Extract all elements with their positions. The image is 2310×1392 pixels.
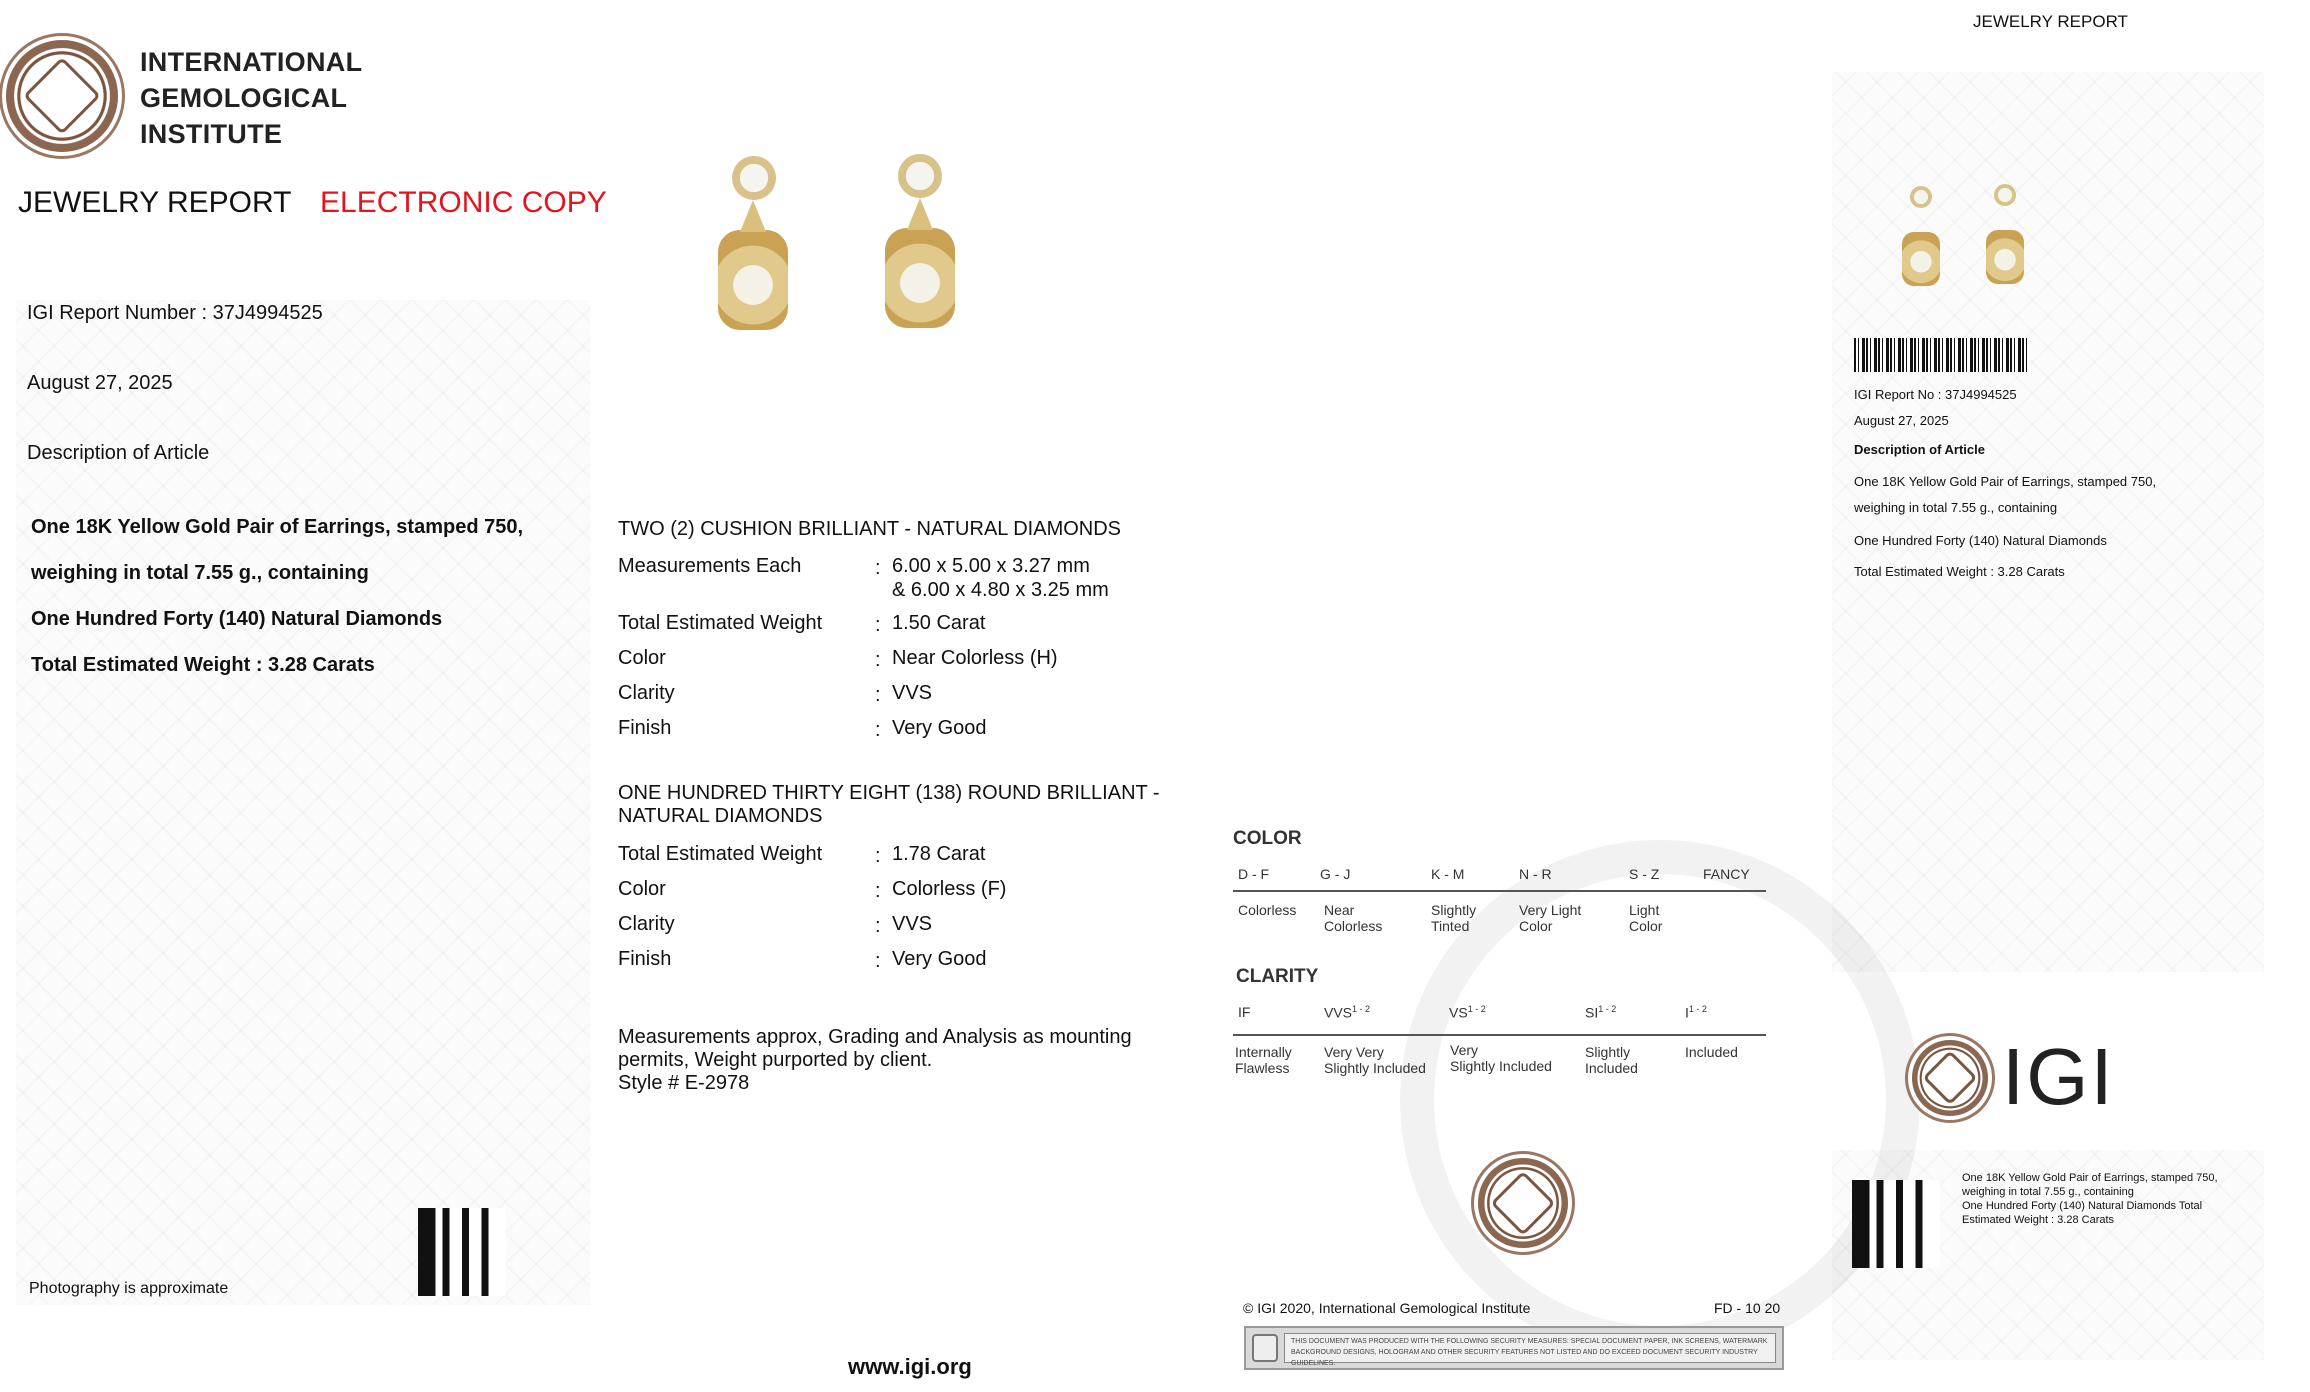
description-line-1: One 18K Yellow Gold Pair of Earrings, stamped 750, xyxy=(31,516,524,538)
right-description-line-3: One Hundred Forty (140) Natural Diamonds xyxy=(1854,533,2107,548)
color-desc-4: Very Light Color xyxy=(1519,902,1582,934)
clarity-grade-si xyxy=(1585,1004,1616,1021)
color-grade-fancy: FANCY xyxy=(1703,866,1750,882)
color-grade-km: K - M xyxy=(1431,866,1465,882)
s2-clarity-value: VVS xyxy=(892,913,933,935)
clarity-desc-1: Internally Flawless xyxy=(1235,1044,1292,1076)
s1-measurements-value-2: & 6.00 x 4.80 x 3.25 mm xyxy=(892,579,1109,601)
barcode-icon xyxy=(1854,338,2030,372)
clarity-grade-vvs-base: VVS xyxy=(1324,1004,1353,1021)
color-scale-divider xyxy=(1233,890,1766,892)
igi-seal-icon xyxy=(6,40,118,152)
section2-title-line-2: NATURAL DIAMONDS xyxy=(618,805,823,827)
s2-color-value: Colorless (F) xyxy=(892,878,1007,900)
right-bottom-line-3: One Hundred Forty (140) Natural Diamonds Total xyxy=(1962,1200,2203,1212)
clarity-grade-vs-base: VS xyxy=(1449,1004,1468,1021)
s1-colon-5: : xyxy=(875,719,881,741)
color-desc-5: Light Color xyxy=(1629,902,1663,934)
right-bottom-line-1: One 18K Yellow Gold Pair of Earrings, stamped 750, xyxy=(1962,1172,2218,1184)
color-scale-title: COLOR xyxy=(1233,828,1302,849)
s1-measurements-label: Measurements Each xyxy=(618,555,802,577)
clarity-grade-si-sup: 1 - 2 xyxy=(1598,1004,1617,1014)
website-link[interactable]: www.igi.org xyxy=(848,1354,972,1379)
notes-block xyxy=(618,1026,1132,1095)
right-description-line-2: weighing in total 7.55 g., containing xyxy=(1854,500,2058,515)
right-bottom-line-4: Estimated Weight : 3.28 Carats xyxy=(1962,1214,2115,1226)
s1-colon-2: : xyxy=(875,614,881,636)
s2-colon-1: : xyxy=(875,845,881,867)
clarity-grade-i-sup: 1 - 2 xyxy=(1688,1004,1707,1014)
s1-finish-label: Finish xyxy=(618,717,672,739)
color-grade-sz: S - Z xyxy=(1629,866,1660,882)
security-text-box xyxy=(1284,1333,1776,1367)
security-strip xyxy=(1244,1326,1784,1370)
description-line-3: One Hundred Forty (140) Natural Diamonds xyxy=(31,608,443,630)
s2-weight-value: 1.78 Carat xyxy=(892,843,986,865)
color-desc-2: Near Colorless xyxy=(1324,902,1383,934)
clarity-grade-if xyxy=(1238,1004,1250,1020)
right-description-heading: Description of Article xyxy=(1854,442,1985,457)
right-qr-code-icon xyxy=(1852,1180,1940,1268)
s2-clarity-label: Clarity xyxy=(618,913,675,935)
electronic-copy-label: ELECTRONIC COPY xyxy=(320,186,607,219)
description-heading: Description of Article xyxy=(27,442,210,464)
right-report-no: IGI Report No : 37J4994525 xyxy=(1854,387,2017,402)
color-desc-1: Colorless xyxy=(1238,902,1297,918)
color-grade-gj: G - J xyxy=(1320,866,1351,882)
security-text-line-1: THIS DOCUMENT WAS PRODUCED WITH THE FOLLOWING SECURITY MEASURES: SPECIAL DOCUMENT PAPER, INK SCREENS, WATERMARK xyxy=(1291,1338,1768,1345)
clarity-grade-i-base: I xyxy=(1685,1004,1689,1021)
clarity-grade-vvs-sup: 1 - 2 xyxy=(1352,1004,1371,1014)
notes-line-2: permits, Weight purported by client. xyxy=(618,1049,933,1071)
notes-line-1: Measurements approx, Grading and Analysis as mounting xyxy=(618,1026,1132,1048)
color-desc-3: Slightly Tinted xyxy=(1431,902,1477,934)
form-code: FD - 10 20 xyxy=(1714,1300,1781,1316)
report-date: August 27, 2025 xyxy=(27,372,173,394)
clarity-grade-vs-sup: 1 - 2 xyxy=(1467,1004,1486,1014)
copyright-text: © IGI 2020, International Gemological Institute xyxy=(1243,1300,1531,1316)
clarity-desc-5: Included xyxy=(1685,1044,1738,1060)
section1-title: TWO (2) CUSHION BRILLIANT - NATURAL DIAMONDS xyxy=(618,518,1122,540)
qr-code-icon xyxy=(418,1208,506,1296)
description-line-2: weighing in total 7.55 g., containing xyxy=(31,562,369,584)
right-earrings-thumbnail xyxy=(1890,180,2040,290)
s1-colon-4: : xyxy=(875,684,881,706)
s1-finish-value: Very Good xyxy=(892,717,987,739)
s2-finish-label: Finish xyxy=(618,948,672,970)
s1-measurements-value: 6.00 x 5.00 x 3.27 mm xyxy=(892,555,1090,577)
clarity-scale-title: CLARITY xyxy=(1236,966,1319,987)
right-description-line-1: One 18K Yellow Gold Pair of Earrings, stamped 750, xyxy=(1854,474,2157,489)
s1-colon-3: : xyxy=(875,649,881,671)
clarity-scale-divider xyxy=(1233,1034,1766,1036)
clarity-grade-vvs xyxy=(1324,1004,1370,1021)
color-grade-df: D - F xyxy=(1238,866,1270,882)
clarity-grade-i xyxy=(1685,1004,1707,1021)
s1-clarity-label: Clarity xyxy=(618,682,675,704)
institute-name-line-2: GEMOLOGICAL xyxy=(140,83,348,113)
institute-name-line-3: INSTITUTE xyxy=(140,119,283,149)
right-igi-logo-text: IGI xyxy=(2002,1032,2115,1121)
s2-weight-label: Total Estimated Weight xyxy=(618,843,823,865)
clarity-grade-if-base: IF xyxy=(1238,1004,1251,1020)
s1-weight-label: Total Estimated Weight xyxy=(618,612,823,634)
description-line-4: Total Estimated Weight : 3.28 Carats xyxy=(31,654,375,676)
clarity-grade-vs xyxy=(1449,1004,1486,1021)
s1-weight-value: 1.50 Carat xyxy=(892,612,986,634)
color-grade-nr: N - R xyxy=(1519,866,1552,882)
section2-title-line-1: ONE HUNDRED THIRTY EIGHT (138) ROUND BRILLIANT - xyxy=(618,782,1160,804)
institute-name-line-1: INTERNATIONAL xyxy=(140,47,363,77)
right-description-line-4: Total Estimated Weight : 3.28 Carats xyxy=(1854,564,2065,579)
s1-clarity-value: VVS xyxy=(892,682,933,704)
right-date: August 27, 2025 xyxy=(1854,413,1949,428)
clarity-grade-si-base: SI xyxy=(1585,1004,1599,1021)
s2-colon-2: : xyxy=(875,880,881,902)
s2-finish-value: Very Good xyxy=(892,948,987,970)
report-title: JEWELRY REPORT xyxy=(18,186,292,219)
right-bottom-text xyxy=(1962,1171,2218,1227)
clarity-desc-2: Very Very Slightly Included xyxy=(1324,1044,1426,1076)
institute-name xyxy=(140,44,362,152)
s1-color-value: Near Colorless (H) xyxy=(892,647,1058,669)
photo-note: Photography is approximate xyxy=(29,1280,229,1297)
right-bottom-line-2: weighing in total 7.55 g., containing xyxy=(1962,1186,2134,1198)
s1-color-label: Color xyxy=(618,647,666,669)
clarity-desc-4: Slightly Included xyxy=(1585,1044,1638,1076)
s1-colon-1: : xyxy=(875,557,881,579)
top-right-title: JEWELRY REPORT xyxy=(1973,12,2128,31)
clarity-desc-3: Very Slightly Included xyxy=(1450,1042,1552,1074)
right-igi-seal-icon xyxy=(1912,1040,1988,1116)
s2-color-label: Color xyxy=(618,878,666,900)
security-lock-icon xyxy=(1252,1334,1278,1362)
report-number: IGI Report Number : 37J4994525 xyxy=(27,302,323,324)
section2-title xyxy=(618,782,1160,828)
security-text-line-2: BACKGROUND DESIGNS, HOLOGRAM AND OTHER SECURITY FEATURES NOT LISTED AND DO EXCEED DOCUMENT SECURITY INDUSTRY GUIDELINES. xyxy=(1291,1349,1758,1367)
s2-colon-4: : xyxy=(875,950,881,972)
earrings-photo xyxy=(700,150,980,350)
center-seal-icon xyxy=(1478,1158,1568,1248)
s2-colon-3: : xyxy=(875,915,881,937)
notes-line-3: Style # E-2978 xyxy=(618,1072,750,1094)
description-block xyxy=(31,504,523,688)
